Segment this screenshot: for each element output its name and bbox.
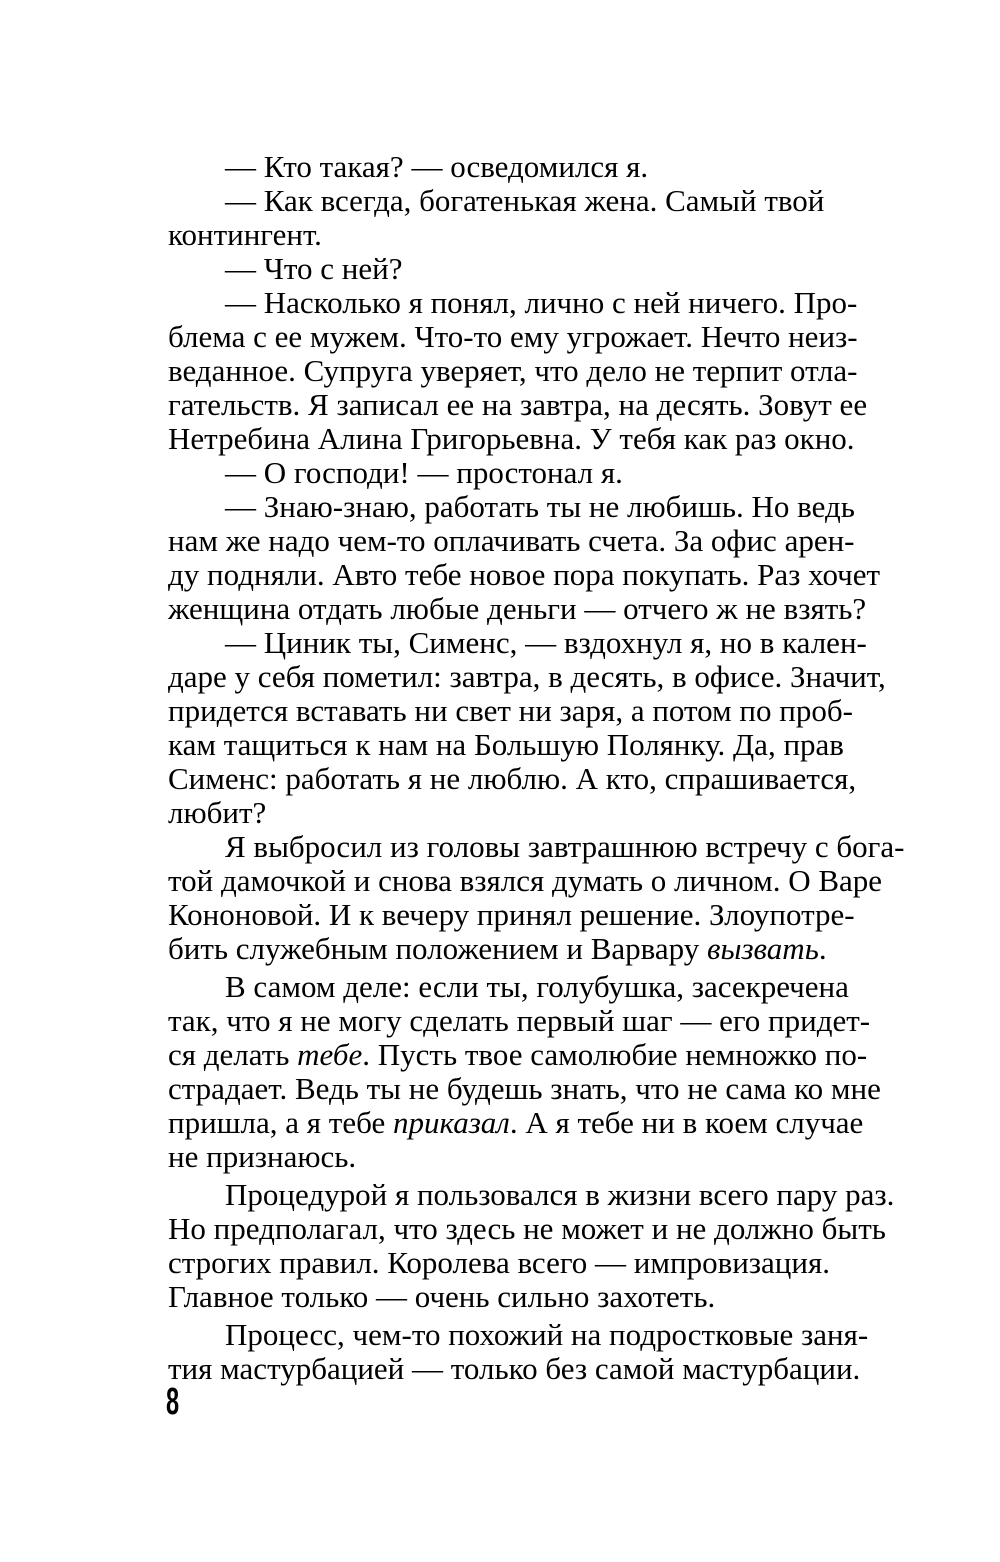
line-text-after: . Пусть твое самолюбие немножко по- <box>362 1037 868 1072</box>
text-line <box>168 660 893 694</box>
text-line <box>168 728 893 762</box>
line-text: строгих правил. Королева всего — импровизация. <box>168 1245 830 1280</box>
line-text: Но предполагал, что здесь не может и не должно быть <box>168 1211 886 1246</box>
text-line <box>168 1140 893 1174</box>
text-line <box>168 898 893 932</box>
emphasized-word: вызвать <box>707 931 819 966</box>
line-text: — Как всегда, богатенькая жена. Самый твой <box>225 183 825 218</box>
line-text: придется вставать ни свет ни заря, а потом по проб- <box>168 693 853 728</box>
text-line <box>168 864 893 898</box>
text-line <box>168 1072 893 1106</box>
text-line <box>168 354 893 388</box>
text-line <box>168 150 893 184</box>
text-line <box>168 320 893 354</box>
line-text: Нетребина Алина Григорьевна. У тебя как раз окно. <box>168 421 855 456</box>
line-text: Кононовой. И к вечеру принял решение. Злоупотре- <box>168 897 855 932</box>
text-line <box>168 388 893 422</box>
text-line <box>168 558 893 592</box>
line-text: — Циник ты, Сименс, — вздохнул я, но в кален- <box>225 625 867 660</box>
line-text: блема с ее мужем. Что-то ему угрожает. Нечто неиз- <box>168 319 858 354</box>
line-text-after: . А я тебе ни в коем случае <box>509 1105 864 1140</box>
text-line <box>168 1178 893 1212</box>
line-text: даре у себя пометил: завтра, в десять, в офисе. Значит, <box>168 659 886 694</box>
line-text: — Что с ней? <box>225 251 403 286</box>
line-text: В самом деле: если ты, голубушка, засекречена <box>225 969 849 1004</box>
line-text: ду подняли. Авто тебе новое пора покупать. Раз хочет <box>168 557 881 592</box>
text-line <box>168 218 893 252</box>
line-text: нам же надо чем-то оплачивать счета. За офис арен- <box>168 523 855 558</box>
text-line <box>168 184 893 218</box>
line-text: — Знаю-знаю, работать ты не любишь. Но ведь <box>225 489 855 524</box>
text-line <box>168 422 893 456</box>
line-text: Главное только — очень сильно захотеть. <box>168 1279 716 1314</box>
text-line <box>168 694 893 728</box>
line-text: кам тащиться к нам на Большую Полянку. Да, прав <box>168 727 844 762</box>
line-text: той дамочкой и снова взялся думать о личном. О Варе <box>168 863 883 898</box>
line-text: — О господи! — простонал я. <box>225 455 623 490</box>
emphasized-word: тебе <box>297 1037 363 1072</box>
text-line <box>168 1318 893 1352</box>
line-text: страдает. Ведь ты не будешь знать, что не сама ко мне <box>168 1071 881 1106</box>
line-text: Сименс: работать я не люблю. А кто, спрашивается, <box>168 761 857 796</box>
text-line <box>168 252 893 286</box>
text-line <box>168 1280 893 1314</box>
line-text: тия мастурбацией — только без самой мастурбации. <box>168 1351 861 1386</box>
emphasized-word: приказал <box>392 1105 510 1140</box>
text-line <box>168 970 893 1004</box>
line-text: Процедурой я пользовался в жизни всего пару раз. <box>225 1177 895 1212</box>
line-text: любит? <box>168 795 267 830</box>
text-line <box>168 1004 893 1038</box>
text-line <box>168 286 893 320</box>
body-text <box>168 149 905 1386</box>
line-text: женщина отдать любые деньги — отчего ж не взять? <box>168 591 867 626</box>
text-line <box>168 829 905 864</box>
line-text: контингент. <box>168 217 322 252</box>
page-number: 8 <box>166 1381 180 1423</box>
line-text: так, что я не могу сделать первый шаг — его придет- <box>168 1003 871 1038</box>
line-text: пришла, а я тебе <box>168 1105 393 1140</box>
line-text: веданное. Супруга уверяет, что дело не терпит отла- <box>168 353 858 388</box>
line-text-after: . <box>818 931 827 966</box>
line-text: не признаюсь. <box>168 1139 357 1174</box>
text-line <box>168 1212 893 1246</box>
line-text: — Насколько я понял, лично с ней ничего. Про- <box>225 285 858 320</box>
text-line <box>168 592 893 626</box>
text-line <box>168 932 893 966</box>
text-line <box>168 796 893 830</box>
line-text: — Кто такая? — осведомился я. <box>225 149 649 184</box>
text-line <box>168 1106 893 1140</box>
line-text: гательств. Я записал ее на завтра, на десять. Зовут ее <box>168 387 868 422</box>
line-text: Процесс, чем-то похожий на подростковые заня- <box>225 1317 869 1352</box>
text-line <box>168 456 893 490</box>
text-line <box>168 1352 893 1386</box>
text-line <box>168 524 893 558</box>
text-line <box>168 626 893 660</box>
text-line <box>168 1038 893 1072</box>
line-text: ся делать <box>168 1037 298 1072</box>
text-line <box>168 762 893 796</box>
text-line <box>168 1246 893 1280</box>
line-text: бить служебным положением и Варвару <box>168 931 708 966</box>
line-text: Я выбросил из головы завтрашнюю встречу с бога- <box>225 829 905 864</box>
text-line <box>168 490 893 524</box>
